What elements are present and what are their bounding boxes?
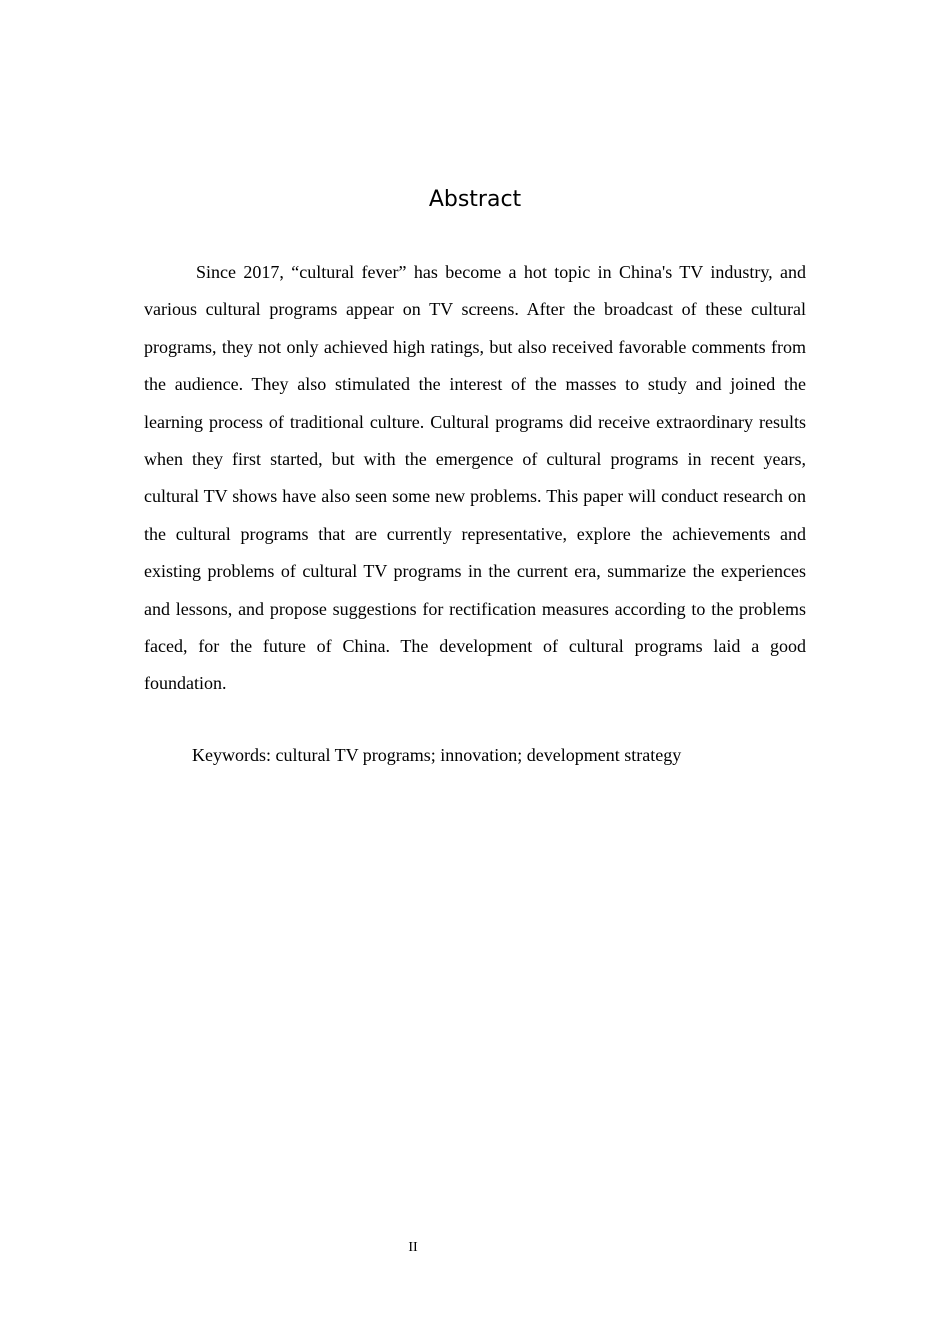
keywords-line: Keywords: cultural TV programs; innovation; development strategy [192,745,682,765]
abstract-paragraph: Since 2017, “cultural fever” has become a hot topic in China's TV industry, and various cultural programs appear on TV screens. After the broadcast of these cultural programs, they not only achieved high ratings, but also received favorable comments from the audience. They also stimulated the interest of the masses to study and joined the learning process of traditional culture. Cultural programs did receive extraordinary results when they first started, but with the emergence of cultural programs in recent years, cultural TV shows have also seen some new problems. This paper will conduct research on the cultural programs that are currently representative, explore the achievements and existing problems of cultural TV programs in the current era, summarize the experiences and lessons, and propose suggestions for rectification measures according to the problems faced, for the future of China. The development of cultural programs laid a good foundation. [144,262,806,694]
abstract-title: Abstract [428,187,522,212]
page-number: II [408,1240,418,1255]
